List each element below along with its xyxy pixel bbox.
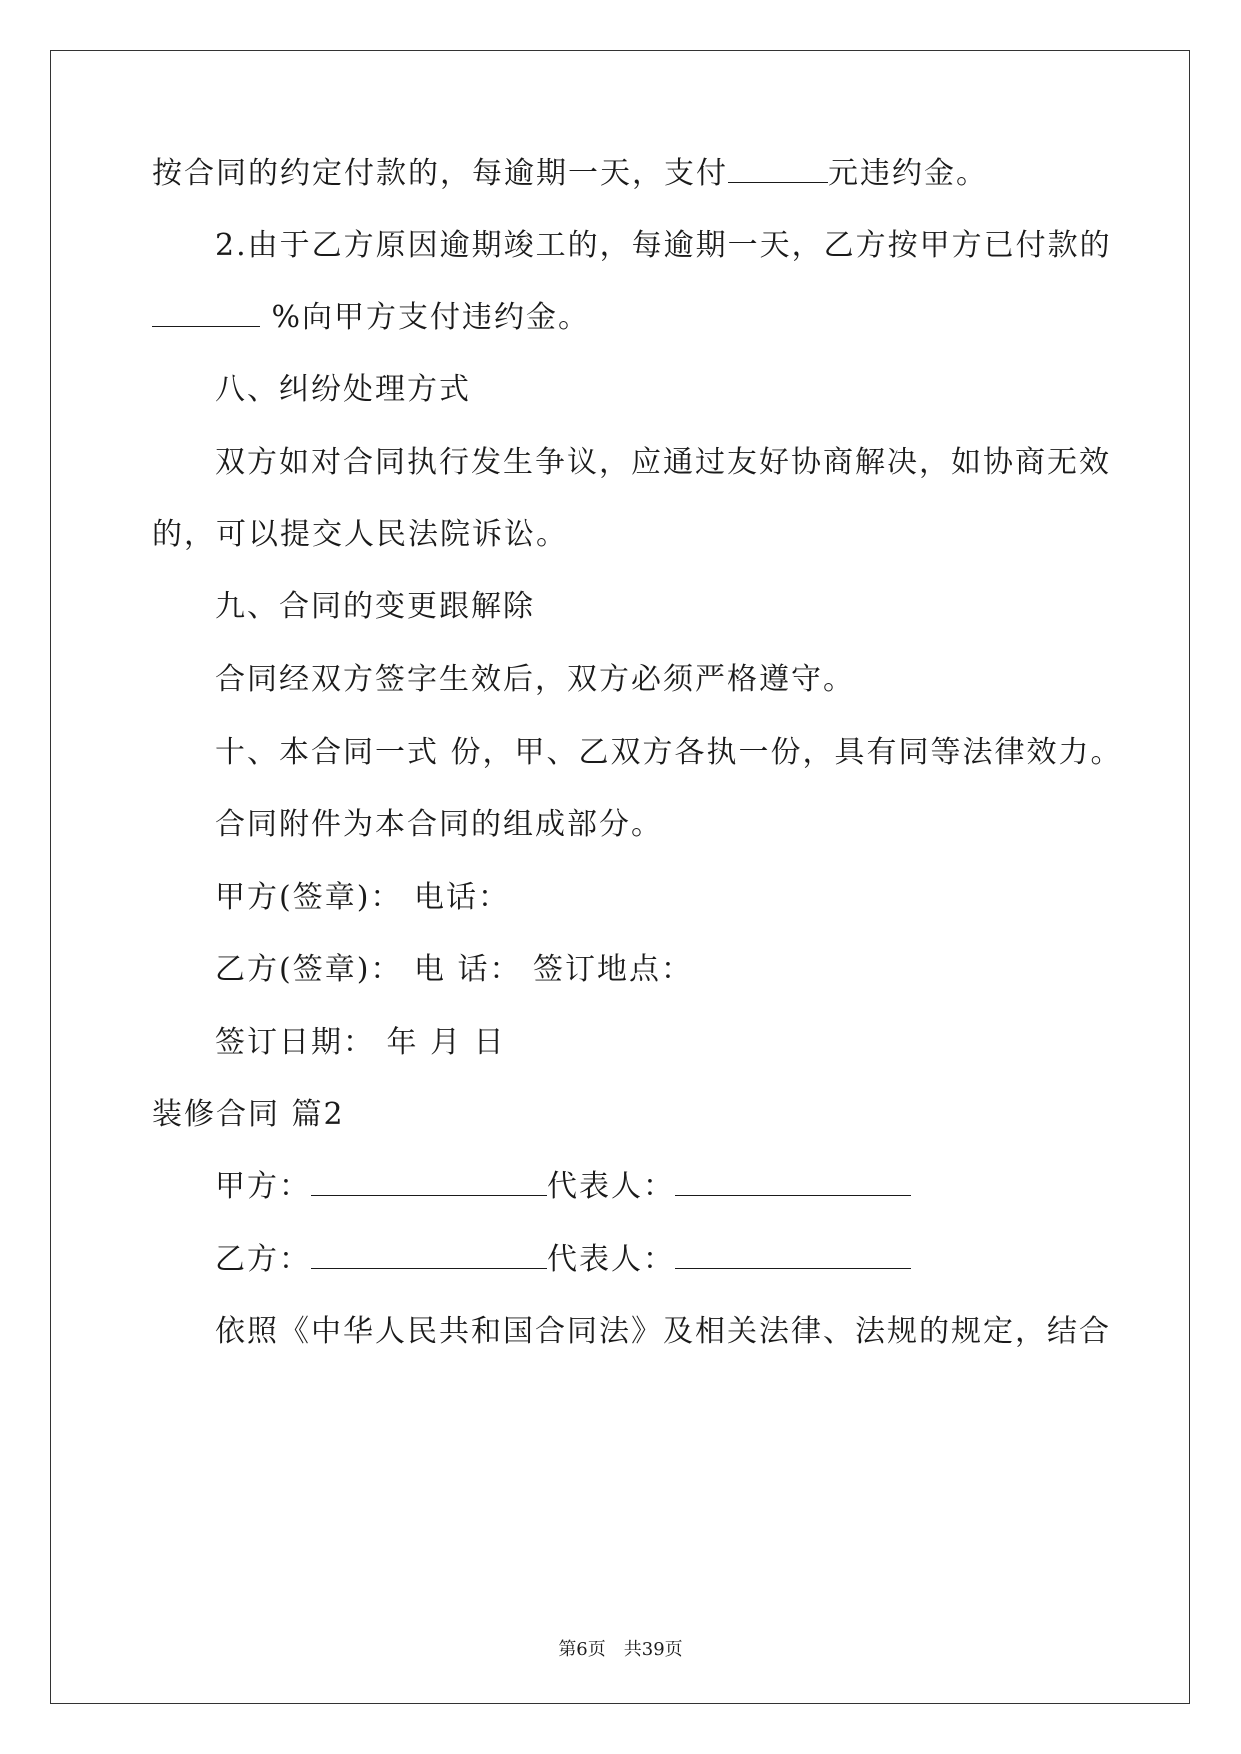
representative-label: 代表人： — [547, 1169, 675, 1204]
party-b-line — [215, 1240, 911, 1280]
party-b-label: 乙方： — [215, 1242, 311, 1277]
text-line-1 — [152, 154, 988, 194]
signature-party-a: 甲方(签章)： 电话： — [215, 880, 510, 915]
text-line-2: 2.由于乙方原因逾期竣工的，每逾期一天，乙方按甲方已付款的 — [215, 228, 1112, 263]
representative-label: 代表人： — [547, 1242, 675, 1277]
fill-blank — [152, 300, 260, 327]
fill-blank — [311, 1169, 547, 1196]
text-segment: 元违约金。 — [828, 156, 988, 191]
section-heading-10: 十、本合同一式 份，甲、乙双方各执一份，具有同等法律效力。 — [215, 735, 1123, 770]
fill-blank — [728, 156, 828, 183]
text-line-10: 合同附件为本合同的组成部分。 — [215, 807, 663, 842]
section-heading-9: 九、合同的变更跟解除 — [215, 589, 535, 624]
page-footer: 第6页 共39页 — [558, 1639, 683, 1660]
fill-blank — [675, 1169, 911, 1196]
text-line-8: 合同经双方签字生效后，双方必须严格遵守。 — [215, 662, 855, 697]
text-segment: %向甲方支付违约金。 — [260, 300, 591, 335]
contract-title-2: 装修合同 篇2 — [152, 1097, 345, 1132]
fill-blank — [675, 1242, 911, 1269]
party-a-line — [215, 1167, 911, 1207]
text-line-17: 依照《中华人民共和国合同法》及相关法律、法规的规定，结合 — [215, 1314, 1111, 1349]
text-line-5: 双方如对合同执行发生争议，应通过友好协商解决，如协商无效 — [215, 445, 1111, 480]
section-heading-8: 八、纠纷处理方式 — [215, 372, 471, 407]
text-line-6: 的，可以提交人民法院诉讼。 — [152, 517, 568, 552]
text-line-3 — [152, 298, 590, 338]
signature-party-b: 乙方(签章)： 电 话： 签订地点： — [215, 952, 694, 987]
signing-date: 签订日期： 年 月 日 — [215, 1025, 506, 1060]
party-a-label: 甲方： — [215, 1169, 311, 1204]
text-segment: 按合同的约定付款的，每逾期一天，支付 — [152, 156, 728, 191]
fill-blank — [311, 1242, 547, 1269]
